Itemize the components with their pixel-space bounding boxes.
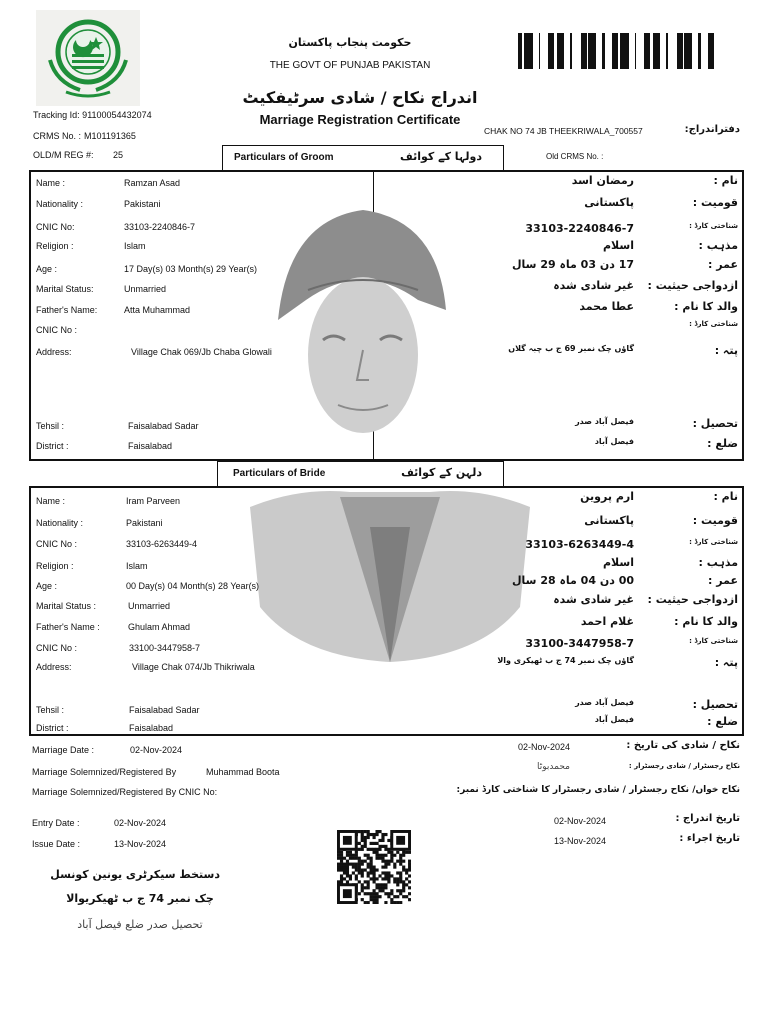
bride-urdu-row-label: نام :	[713, 490, 738, 503]
bride-urdu-row-value: فیصل آباد	[594, 715, 634, 724]
barcode	[518, 33, 716, 69]
entry-date-value-right: 02-Nov-2024	[554, 816, 607, 826]
groom-urdu-row-label: ازدواجی حیثیت :	[647, 279, 738, 292]
bride-urdu-row-label: مذہب :	[698, 556, 738, 569]
bride-row-label: Religion :	[36, 561, 74, 571]
bride-section-title-urdu: دلہن کے کوائف	[401, 466, 482, 479]
groom-row-value: Unmarried	[124, 284, 167, 294]
solemnized-by-value: Muhammad Boota	[206, 767, 280, 777]
bride-urdu-row-value: 33100-3447958-7	[525, 637, 634, 650]
bride-row-label: Nationality :	[36, 518, 84, 528]
solemnized-by-label-urdu: نکاح رجسٹرار / شادی رجسٹرار :	[628, 762, 740, 770]
groom-urdu-row-value: عطا محمد	[579, 300, 634, 313]
groom-row-value: 17 Day(s) 03 Month(s) 29 Year(s)	[124, 264, 258, 274]
tracking-id: Tracking Id: 91100054432074	[33, 110, 152, 120]
bride-urdu-row-label: شناختی کارڈ :	[689, 637, 738, 645]
old-reg-value: 25	[113, 150, 124, 160]
groom-urdu-row-value: اسلام	[602, 239, 634, 252]
old-crms-label: Old CRMS No. :	[546, 152, 604, 161]
groom-row-label: Father's Name:	[36, 305, 98, 315]
solemnized-cnic-label-urdu: نکاح خواں/ نکاح رجسٹرار / شادی رجسٹرار کا شناختی کارڈ نمبر:	[456, 785, 740, 795]
bride-urdu-row-value: پاکستانی	[584, 514, 634, 527]
solemnized-cnic-label: Marriage Solemnized/Registered By CNIC No:	[32, 787, 218, 797]
bride-urdu-row-label: ضلع :	[707, 715, 738, 728]
bride-urdu-row-value: فیصل آباد صدر	[575, 698, 634, 707]
bride-urdu-row-value: غیر شادی شدہ	[553, 593, 634, 606]
signature-line-1: دستخط سیکرٹری یونین کونسل	[50, 868, 220, 881]
punjab-govt-logo	[36, 10, 140, 106]
groom-row-label: District :	[36, 441, 69, 451]
bride-urdu-row-value: گاؤں چک نمبر 74 ج ب ٹھیکری والا	[497, 656, 634, 665]
govt-title-urdu: حکومت پنجاب پاکستان	[288, 36, 412, 49]
groom-urdu-row-label: مذہب :	[698, 239, 738, 252]
bride-row-value: Pakistani	[126, 518, 163, 528]
groom-row-label: CNIC No:	[36, 222, 75, 232]
bride-row-value: Iram Parveen	[126, 496, 181, 506]
groom-urdu-row-value: پاکستانی	[584, 196, 634, 209]
marriage-date-label-urdu: نکاح / شادی کی تاریخ :	[626, 740, 740, 751]
bride-urdu-row-value: 00 دن 04 ماہ 28 سال	[511, 574, 634, 587]
groom-urdu-row-label: عمر :	[708, 258, 738, 271]
certificate-title-urdu: اندراج نکاح / شادی سرٹیفکیٹ	[242, 88, 478, 107]
groom-urdu-row-label: تحصیل :	[692, 417, 738, 430]
bride-row-label: CNIC No :	[36, 539, 78, 549]
bride-row-value: Ghulam Ahmad	[128, 622, 191, 632]
groom-section-title: Particulars of Groom	[234, 152, 334, 163]
groom-row-label: CNIC No :	[36, 325, 78, 335]
issue-date-value: 13-Nov-2024	[114, 839, 167, 849]
entry-date-value: 02-Nov-2024	[114, 818, 167, 828]
crms-label: CRMS No. :	[33, 131, 82, 141]
groom-row-value: Faisalabad	[128, 441, 173, 451]
bride-row-value: Faisalabad	[129, 723, 174, 733]
groom-row-label: Nationality :	[36, 199, 84, 209]
groom-row-label: Religion :	[36, 241, 74, 251]
bride-row-label: Marital Status :	[36, 601, 97, 611]
entry-date-label-urdu: تاریخ اندراج :	[675, 813, 740, 824]
groom-urdu-row-label: شناختی کارڈ :	[689, 320, 738, 328]
signature-line-2: چک نمبر 74 ج ب ٹھیکریوالا	[66, 892, 214, 905]
bride-urdu-row-label: شناختی کارڈ :	[689, 538, 738, 546]
bride-section-title: Particulars of Bride	[233, 468, 326, 479]
groom-urdu-row-value: فیصل آباد صدر	[575, 417, 634, 426]
groom-row-value: 33103-2240846-7	[124, 222, 196, 232]
bride-row-label: Name :	[36, 496, 66, 506]
groom-urdu-row-value: غیر شادی شدہ	[553, 279, 634, 292]
solemnized-by-value-urdu: محمدبوٹا	[537, 762, 570, 772]
groom-row-label: Tehsil :	[36, 421, 65, 431]
govt-title-english: THE GOVT OF PUNJAB PAKISTAN	[269, 60, 431, 71]
groom-urdu-row-value: 33103-2240846-7	[525, 222, 634, 235]
old-reg-label: OLD/M REG #:	[33, 150, 94, 160]
groom-row-label: Marital Status:	[36, 284, 94, 294]
groom-urdu-row-label: ضلع :	[707, 437, 738, 450]
groom-urdu-row-label: قومیت :	[692, 196, 738, 209]
bride-row-label: Age :	[36, 581, 58, 591]
crms-value: M101191365	[84, 131, 136, 141]
groom-urdu-row-label: والد کا نام :	[674, 300, 738, 313]
certificate-title-english: Marriage Registration Certificate	[259, 112, 461, 127]
bride-urdu-row-label: عمر :	[708, 574, 738, 587]
issue-date-label-urdu: تاریخ اجراء :	[679, 833, 740, 844]
bride-urdu-row-value: اسلام	[602, 556, 634, 569]
groom-row-value: Village Chak 069/Jb Chaba Glowali	[131, 347, 272, 357]
groom-urdu-row-value: گاؤں چک نمبر 69 ج ب چبہ گلاں	[508, 344, 634, 353]
groom-urdu-row-value: رمضان اسد	[571, 174, 634, 187]
bride-urdu-row-value: ارم پروین	[580, 490, 634, 503]
groom-row-value: Islam	[124, 241, 146, 251]
bride-urdu-row-label: تحصیل :	[692, 698, 738, 711]
bride-urdu-row-label: پتہ :	[714, 656, 738, 669]
groom-row-value: Ramzan Asad	[124, 178, 181, 188]
bride-row-label: Father's Name :	[36, 622, 100, 632]
marriage-date-value: 02-Nov-2024	[130, 745, 183, 755]
qr-code	[337, 830, 411, 904]
issue-date-value-right: 13-Nov-2024	[554, 836, 607, 846]
bride-row-value: Unmarried	[128, 601, 171, 611]
groom-urdu-row-label: نام :	[713, 174, 738, 187]
groom-row-value: Pakistani	[124, 199, 161, 209]
entry-date-label: Entry Date :	[32, 818, 80, 828]
bride-row-value: Village Chak 074/Jb Thikriwala	[132, 662, 255, 672]
bride-urdu-row-label: قومیت :	[692, 514, 738, 527]
bride-row-value: 00 Day(s) 04 Month(s) 28 Year(s)	[126, 581, 260, 591]
bride-urdu-row-value: غلام احمد	[580, 615, 634, 628]
groom-row-label: Name :	[36, 178, 66, 188]
bride-row-label: District :	[36, 723, 69, 733]
groom-row-value: Atta Muhammad	[124, 305, 191, 315]
bride-row-label: CNIC No :	[36, 643, 78, 653]
registration-office-label-urdu: دفتراندراج:	[684, 124, 740, 135]
bride-row-value: 33100-3447958-7	[129, 643, 201, 653]
groom-urdu-row-value: 17 دن 03 ماہ 29 سال	[511, 258, 634, 271]
marriage-date-label: Marriage Date :	[32, 745, 95, 755]
groom-section-title-urdu: دولہا کے کوائف	[400, 150, 482, 163]
solemnized-by-label: Marriage Solemnized/Registered By	[32, 767, 177, 777]
marriage-date-value-right: 02-Nov-2024	[518, 742, 571, 752]
bride-urdu-row-label: والد کا نام :	[674, 615, 738, 628]
registration-office: CHAK NO 74 JB THEEKRIWALA_700557	[484, 126, 643, 136]
issue-date-label: Issue Date :	[32, 839, 81, 849]
bride-row-label: Tehsil :	[36, 705, 65, 715]
bride-row-label: Address:	[36, 662, 72, 672]
bride-row-value: 33103-6263449-4	[126, 539, 198, 549]
groom-row-value: Faisalabad Sadar	[128, 421, 199, 431]
bride-row-value: Islam	[126, 561, 148, 571]
groom-row-label: Age :	[36, 264, 58, 274]
bride-urdu-row-value: 33103-6263449-4	[525, 538, 634, 551]
bride-urdu-row-label: ازدواجی حیثیت :	[647, 593, 738, 606]
groom-urdu-row-value: فیصل آباد	[594, 437, 634, 446]
bride-row-value: Faisalabad Sadar	[129, 705, 200, 715]
groom-row-label: Address:	[36, 347, 72, 357]
groom-urdu-row-label: شناختی کارڈ :	[689, 222, 738, 230]
signature-line-3: تحصیل صدر ضلع فیصل آباد	[77, 918, 203, 931]
groom-urdu-row-label: پتہ :	[714, 344, 738, 357]
